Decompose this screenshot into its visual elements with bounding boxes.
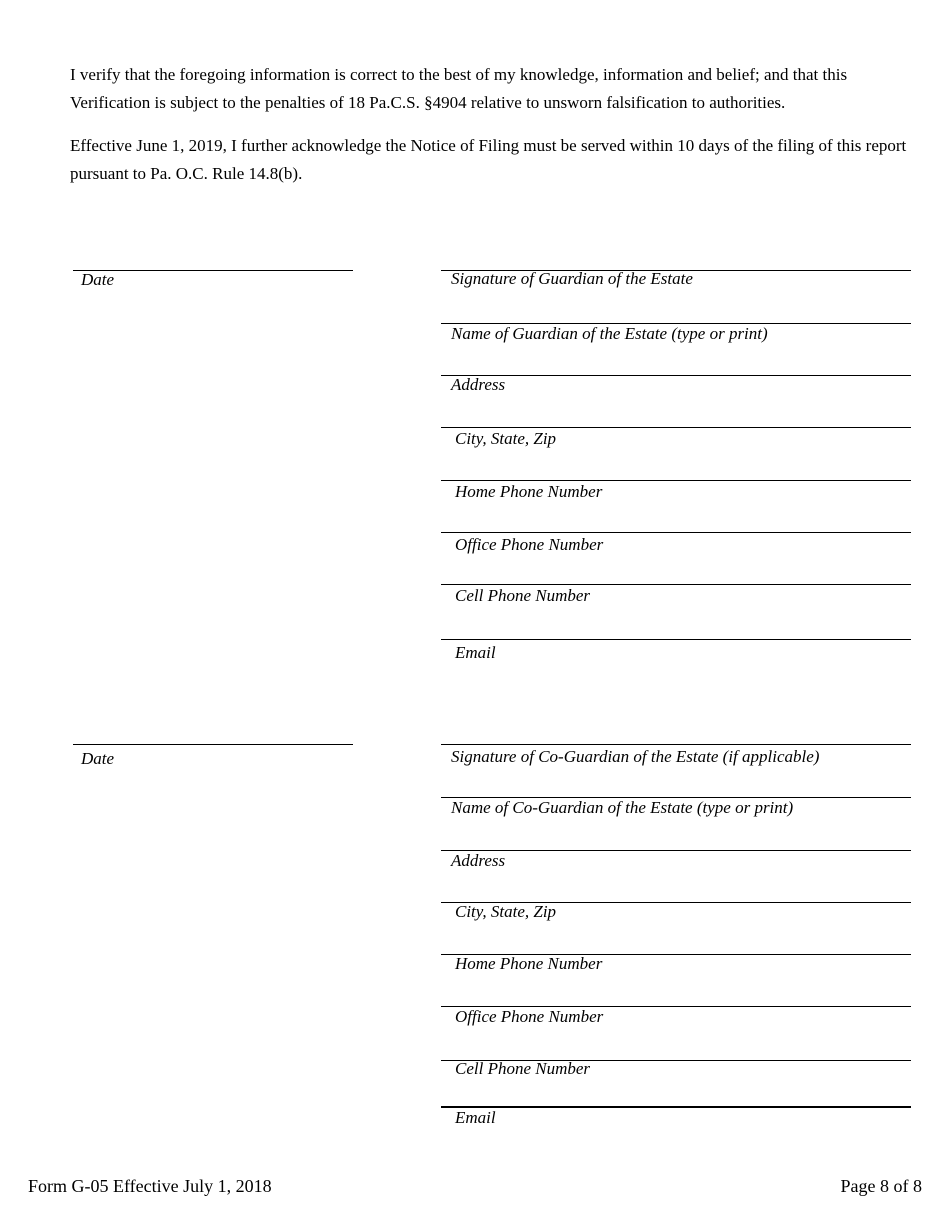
guardian-date-line[interactable]	[73, 270, 353, 271]
co-guardian-email-line[interactable]	[441, 1106, 911, 1108]
guardian-city-line[interactable]	[441, 427, 911, 428]
guardian-cell-phone-label: Cell Phone Number	[455, 586, 591, 605]
guardian-signature-label: Signature of Guardian of the Estate	[451, 269, 693, 288]
page-number: Page 8 of 8	[840, 1176, 922, 1196]
verification-paragraph: I verify that the foregoing information is correct to the best of my knowledge, information and belief; and that this Verification is subject to the penalties of 18 Pa.C.S. §4904 relative to unsworn falsification to authorities.	[70, 65, 848, 112]
co-guardian-address-line[interactable]	[441, 850, 911, 851]
form-id-footer: Form G-05 Effective July 1, 2018	[28, 1176, 272, 1196]
guardian-email-line[interactable]	[441, 639, 911, 640]
co-guardian-office-phone-label: Office Phone Number	[455, 1007, 604, 1026]
guardian-home-phone-line[interactable]	[441, 480, 911, 481]
guardian-name-label: Name of Guardian of the Estate (type or print)	[451, 324, 768, 343]
co-guardian-date-line[interactable]	[73, 744, 353, 745]
guardian-date-label: Date	[81, 270, 115, 289]
co-guardian-city-label: City, State, Zip	[455, 902, 557, 921]
co-guardian-cell-phone-label: Cell Phone Number	[455, 1059, 591, 1078]
co-guardian-home-phone-label: Home Phone Number	[455, 954, 603, 973]
guardian-email-label: Email	[455, 643, 496, 662]
co-guardian-date-label: Date	[81, 749, 115, 768]
co-guardian-signature-line[interactable]	[441, 744, 911, 745]
co-guardian-name-label: Name of Co-Guardian of the Estate (type or print)	[451, 798, 794, 817]
guardian-office-phone-label: Office Phone Number	[455, 535, 604, 554]
guardian-home-phone-label: Home Phone Number	[455, 482, 603, 501]
co-guardian-address-label: Address	[451, 851, 506, 870]
guardian-address-label: Address	[451, 375, 506, 394]
guardian-office-phone-line[interactable]	[441, 532, 911, 533]
guardian-cell-phone-line[interactable]	[441, 584, 911, 585]
guardian-address-line[interactable]	[441, 375, 911, 376]
co-guardian-signature-label: Signature of Co-Guardian of the Estate (if applicable)	[451, 747, 820, 766]
guardian-city-label: City, State, Zip	[455, 429, 557, 448]
co-guardian-email-label: Email	[455, 1108, 496, 1127]
notice-paragraph: Effective June 1, 2019, I further acknowledge the Notice of Filing must be served within 10 days of the filing of this report pursuant to Pa. O.C. Rule 14.8(b).	[70, 136, 907, 183]
